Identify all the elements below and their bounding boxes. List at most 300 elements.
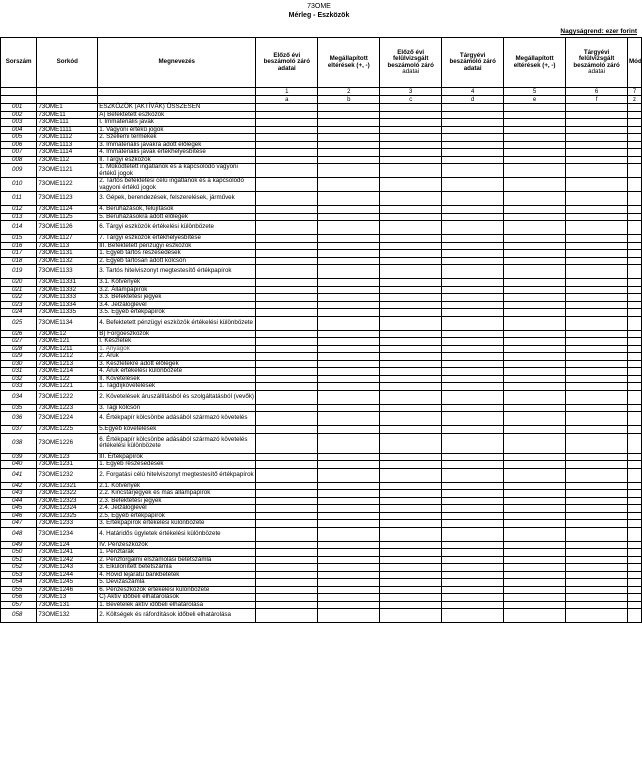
value-cell[interactable] [256, 126, 318, 134]
value-cell[interactable] [380, 601, 442, 609]
value-cell[interactable] [628, 265, 642, 279]
value-cell[interactable] [380, 360, 442, 368]
value-cell[interactable] [442, 594, 504, 602]
value-cell[interactable] [256, 316, 318, 330]
value-cell[interactable] [566, 178, 628, 192]
value-cell[interactable] [566, 104, 628, 112]
value-cell[interactable] [628, 301, 642, 309]
value-cell[interactable] [566, 242, 628, 250]
value-cell[interactable] [256, 556, 318, 564]
value-cell[interactable] [628, 564, 642, 572]
value-cell[interactable] [566, 482, 628, 490]
value-cell[interactable] [628, 164, 642, 178]
value-cell[interactable] [380, 126, 442, 134]
value-cell[interactable] [504, 468, 566, 482]
value-cell[interactable] [504, 279, 566, 287]
value-cell[interactable] [380, 213, 442, 221]
value-cell[interactable] [628, 549, 642, 557]
value-cell[interactable] [442, 564, 504, 572]
value-cell[interactable] [628, 294, 642, 302]
value-cell[interactable] [504, 164, 566, 178]
value-cell[interactable] [318, 286, 380, 294]
value-cell[interactable] [566, 213, 628, 221]
value-cell[interactable] [442, 316, 504, 330]
value-cell[interactable] [318, 564, 380, 572]
value-cell[interactable] [442, 497, 504, 505]
value-cell[interactable] [566, 571, 628, 579]
value-cell[interactable] [442, 482, 504, 490]
value-cell[interactable] [566, 119, 628, 127]
value-cell[interactable] [566, 579, 628, 587]
value-cell[interactable] [380, 141, 442, 149]
value-cell[interactable] [256, 119, 318, 127]
value-cell[interactable] [504, 527, 566, 541]
value-cell[interactable] [628, 383, 642, 391]
value-cell[interactable] [442, 250, 504, 258]
value-cell[interactable] [442, 383, 504, 391]
value-cell[interactable] [504, 571, 566, 579]
value-cell[interactable] [504, 579, 566, 587]
value-cell[interactable] [380, 375, 442, 383]
value-cell[interactable] [566, 286, 628, 294]
value-cell[interactable] [504, 257, 566, 265]
value-cell[interactable] [256, 520, 318, 528]
value-cell[interactable] [442, 134, 504, 142]
value-cell[interactable] [380, 257, 442, 265]
value-cell[interactable] [380, 330, 442, 338]
value-cell[interactable] [628, 368, 642, 376]
value-cell[interactable] [380, 468, 442, 482]
value-cell[interactable] [256, 505, 318, 513]
value-cell[interactable] [504, 250, 566, 258]
value-cell[interactable] [256, 265, 318, 279]
value-cell[interactable] [628, 111, 642, 119]
value-cell[interactable] [318, 404, 380, 412]
value-cell[interactable] [380, 242, 442, 250]
value-cell[interactable] [566, 294, 628, 302]
value-cell[interactable] [318, 164, 380, 178]
value-cell[interactable] [380, 412, 442, 426]
value-cell[interactable] [628, 213, 642, 221]
value-cell[interactable] [318, 221, 380, 235]
value-cell[interactable] [628, 330, 642, 338]
value-cell[interactable] [628, 309, 642, 317]
value-cell[interactable] [442, 149, 504, 157]
value-cell[interactable] [318, 412, 380, 426]
value-cell[interactable] [318, 497, 380, 505]
value-cell[interactable] [566, 601, 628, 609]
value-cell[interactable] [380, 527, 442, 541]
value-cell[interactable] [256, 541, 318, 549]
value-cell[interactable] [318, 609, 380, 623]
value-cell[interactable] [504, 383, 566, 391]
value-cell[interactable] [318, 301, 380, 309]
value-cell[interactable] [566, 221, 628, 235]
value-cell[interactable] [504, 505, 566, 513]
value-cell[interactable] [628, 571, 642, 579]
value-cell[interactable] [566, 461, 628, 469]
value-cell[interactable] [256, 512, 318, 520]
value-cell[interactable] [566, 490, 628, 498]
value-cell[interactable] [318, 586, 380, 594]
value-cell[interactable] [380, 338, 442, 346]
value-cell[interactable] [442, 461, 504, 469]
value-cell[interactable] [442, 301, 504, 309]
value-cell[interactable] [566, 433, 628, 453]
value-cell[interactable] [504, 242, 566, 250]
value-cell[interactable] [442, 126, 504, 134]
value-cell[interactable] [318, 461, 380, 469]
value-cell[interactable] [380, 549, 442, 557]
value-cell[interactable] [628, 541, 642, 549]
value-cell[interactable] [318, 134, 380, 142]
value-cell[interactable] [628, 586, 642, 594]
value-cell[interactable] [566, 353, 628, 361]
value-cell[interactable] [628, 242, 642, 250]
value-cell[interactable] [256, 461, 318, 469]
value-cell[interactable] [380, 250, 442, 258]
value-cell[interactable] [442, 549, 504, 557]
value-cell[interactable] [256, 141, 318, 149]
value-cell[interactable] [256, 309, 318, 317]
value-cell[interactable] [566, 453, 628, 461]
value-cell[interactable] [566, 556, 628, 564]
value-cell[interactable] [442, 338, 504, 346]
value-cell[interactable] [380, 178, 442, 192]
value-cell[interactable] [628, 497, 642, 505]
value-cell[interactable] [566, 505, 628, 513]
value-cell[interactable] [504, 206, 566, 214]
value-cell[interactable] [442, 520, 504, 528]
value-cell[interactable] [318, 368, 380, 376]
value-cell[interactable] [628, 257, 642, 265]
value-cell[interactable] [256, 164, 318, 178]
value-cell[interactable] [628, 141, 642, 149]
value-cell[interactable] [504, 221, 566, 235]
value-cell[interactable] [318, 213, 380, 221]
value-cell[interactable] [318, 294, 380, 302]
value-cell[interactable] [318, 119, 380, 127]
value-cell[interactable] [256, 601, 318, 609]
value-cell[interactable] [318, 309, 380, 317]
value-cell[interactable] [442, 309, 504, 317]
value-cell[interactable] [504, 609, 566, 623]
value-cell[interactable] [442, 119, 504, 127]
value-cell[interactable] [442, 375, 504, 383]
value-cell[interactable] [318, 353, 380, 361]
value-cell[interactable] [256, 360, 318, 368]
value-cell[interactable] [628, 149, 642, 157]
value-cell[interactable] [566, 111, 628, 119]
value-cell[interactable] [566, 404, 628, 412]
value-cell[interactable] [318, 426, 380, 434]
value-cell[interactable] [318, 104, 380, 112]
value-cell[interactable] [566, 330, 628, 338]
value-cell[interactable] [566, 316, 628, 330]
value-cell[interactable] [442, 512, 504, 520]
value-cell[interactable] [380, 353, 442, 361]
value-cell[interactable] [256, 206, 318, 214]
value-cell[interactable] [256, 383, 318, 391]
value-cell[interactable] [380, 404, 442, 412]
value-cell[interactable] [318, 594, 380, 602]
value-cell[interactable] [318, 250, 380, 258]
value-cell[interactable] [380, 294, 442, 302]
value-cell[interactable] [442, 468, 504, 482]
value-cell[interactable] [566, 412, 628, 426]
value-cell[interactable] [318, 192, 380, 206]
value-cell[interactable] [442, 490, 504, 498]
value-cell[interactable] [380, 556, 442, 564]
value-cell[interactable] [566, 192, 628, 206]
value-cell[interactable] [442, 104, 504, 112]
value-cell[interactable] [566, 301, 628, 309]
value-cell[interactable] [256, 330, 318, 338]
value-cell[interactable] [380, 461, 442, 469]
value-cell[interactable] [318, 206, 380, 214]
value-cell[interactable] [318, 527, 380, 541]
value-cell[interactable] [380, 265, 442, 279]
value-cell[interactable] [628, 609, 642, 623]
value-cell[interactable] [628, 286, 642, 294]
value-cell[interactable] [318, 453, 380, 461]
value-cell[interactable] [566, 594, 628, 602]
value-cell[interactable] [380, 571, 442, 579]
value-cell[interactable] [442, 353, 504, 361]
value-cell[interactable] [628, 119, 642, 127]
value-cell[interactable] [442, 505, 504, 513]
value-cell[interactable] [566, 235, 628, 243]
value-cell[interactable] [256, 468, 318, 482]
value-cell[interactable] [566, 497, 628, 505]
value-cell[interactable] [318, 505, 380, 513]
value-cell[interactable] [628, 338, 642, 346]
value-cell[interactable] [380, 512, 442, 520]
value-cell[interactable] [628, 505, 642, 513]
value-cell[interactable] [380, 383, 442, 391]
value-cell[interactable] [256, 353, 318, 361]
value-cell[interactable] [566, 206, 628, 214]
value-cell[interactable] [380, 609, 442, 623]
value-cell[interactable] [628, 250, 642, 258]
value-cell[interactable] [318, 549, 380, 557]
value-cell[interactable] [318, 149, 380, 157]
value-cell[interactable] [504, 353, 566, 361]
value-cell[interactable] [628, 468, 642, 482]
value-cell[interactable] [504, 301, 566, 309]
value-cell[interactable] [504, 330, 566, 338]
value-cell[interactable] [566, 609, 628, 623]
value-cell[interactable] [504, 316, 566, 330]
value-cell[interactable] [628, 426, 642, 434]
value-cell[interactable] [380, 164, 442, 178]
value-cell[interactable] [442, 279, 504, 287]
value-cell[interactable] [318, 520, 380, 528]
value-cell[interactable] [504, 390, 566, 404]
value-cell[interactable] [566, 360, 628, 368]
value-cell[interactable] [380, 390, 442, 404]
value-cell[interactable] [318, 512, 380, 520]
value-cell[interactable] [256, 412, 318, 426]
value-cell[interactable] [504, 586, 566, 594]
value-cell[interactable] [504, 235, 566, 243]
value-cell[interactable] [566, 149, 628, 157]
value-cell[interactable] [380, 149, 442, 157]
value-cell[interactable] [380, 134, 442, 142]
value-cell[interactable] [566, 541, 628, 549]
value-cell[interactable] [442, 541, 504, 549]
value-cell[interactable] [628, 404, 642, 412]
value-cell[interactable] [628, 126, 642, 134]
value-cell[interactable] [628, 512, 642, 520]
value-cell[interactable] [380, 497, 442, 505]
value-cell[interactable] [256, 192, 318, 206]
value-cell[interactable] [566, 126, 628, 134]
value-cell[interactable] [318, 390, 380, 404]
value-cell[interactable] [442, 433, 504, 453]
value-cell[interactable] [256, 564, 318, 572]
value-cell[interactable] [628, 601, 642, 609]
value-cell[interactable] [442, 426, 504, 434]
value-cell[interactable] [566, 368, 628, 376]
value-cell[interactable] [380, 426, 442, 434]
value-cell[interactable] [442, 556, 504, 564]
value-cell[interactable] [504, 482, 566, 490]
value-cell[interactable] [318, 156, 380, 164]
value-cell[interactable] [628, 412, 642, 426]
value-cell[interactable] [442, 257, 504, 265]
value-cell[interactable] [380, 482, 442, 490]
value-cell[interactable] [380, 586, 442, 594]
value-cell[interactable] [442, 242, 504, 250]
value-cell[interactable] [504, 601, 566, 609]
value-cell[interactable] [442, 265, 504, 279]
value-cell[interactable] [318, 601, 380, 609]
value-cell[interactable] [504, 549, 566, 557]
value-cell[interactable] [256, 221, 318, 235]
value-cell[interactable] [504, 497, 566, 505]
value-cell[interactable] [504, 134, 566, 142]
value-cell[interactable] [442, 111, 504, 119]
value-cell[interactable] [504, 564, 566, 572]
value-cell[interactable] [504, 309, 566, 317]
value-cell[interactable] [442, 164, 504, 178]
value-cell[interactable] [504, 375, 566, 383]
value-cell[interactable] [628, 490, 642, 498]
value-cell[interactable] [566, 279, 628, 287]
value-cell[interactable] [318, 482, 380, 490]
value-cell[interactable] [380, 520, 442, 528]
value-cell[interactable] [628, 461, 642, 469]
value-cell[interactable] [504, 141, 566, 149]
value-cell[interactable] [442, 609, 504, 623]
value-cell[interactable] [256, 433, 318, 453]
value-cell[interactable] [318, 375, 380, 383]
value-cell[interactable] [442, 404, 504, 412]
value-cell[interactable] [318, 279, 380, 287]
value-cell[interactable] [628, 134, 642, 142]
value-cell[interactable] [256, 178, 318, 192]
value-cell[interactable] [318, 330, 380, 338]
value-cell[interactable] [504, 453, 566, 461]
value-cell[interactable] [628, 192, 642, 206]
value-cell[interactable] [628, 156, 642, 164]
value-cell[interactable] [318, 571, 380, 579]
value-cell[interactable] [504, 345, 566, 353]
value-cell[interactable] [380, 541, 442, 549]
value-cell[interactable] [256, 390, 318, 404]
value-cell[interactable] [442, 286, 504, 294]
value-cell[interactable] [504, 368, 566, 376]
value-cell[interactable] [442, 453, 504, 461]
value-cell[interactable] [628, 235, 642, 243]
value-cell[interactable] [442, 141, 504, 149]
value-cell[interactable] [380, 345, 442, 353]
value-cell[interactable] [504, 178, 566, 192]
value-cell[interactable] [318, 360, 380, 368]
value-cell[interactable] [504, 520, 566, 528]
value-cell[interactable] [442, 527, 504, 541]
value-cell[interactable] [628, 360, 642, 368]
value-cell[interactable] [256, 368, 318, 376]
value-cell[interactable] [504, 412, 566, 426]
value-cell[interactable] [318, 178, 380, 192]
value-cell[interactable] [566, 512, 628, 520]
value-cell[interactable] [628, 279, 642, 287]
value-cell[interactable] [318, 111, 380, 119]
value-cell[interactable] [628, 520, 642, 528]
value-cell[interactable] [256, 235, 318, 243]
value-cell[interactable] [566, 338, 628, 346]
value-cell[interactable] [256, 594, 318, 602]
value-cell[interactable] [442, 390, 504, 404]
value-cell[interactable] [380, 286, 442, 294]
value-cell[interactable] [442, 601, 504, 609]
value-cell[interactable] [380, 579, 442, 587]
value-cell[interactable] [318, 126, 380, 134]
value-cell[interactable] [442, 206, 504, 214]
value-cell[interactable] [442, 294, 504, 302]
value-cell[interactable] [628, 390, 642, 404]
value-cell[interactable] [380, 119, 442, 127]
value-cell[interactable] [628, 206, 642, 214]
value-cell[interactable] [380, 316, 442, 330]
value-cell[interactable] [628, 104, 642, 112]
value-cell[interactable] [442, 579, 504, 587]
value-cell[interactable] [380, 111, 442, 119]
value-cell[interactable] [256, 104, 318, 112]
value-cell[interactable] [256, 482, 318, 490]
value-cell[interactable] [504, 433, 566, 453]
value-cell[interactable] [442, 178, 504, 192]
value-cell[interactable] [628, 482, 642, 490]
value-cell[interactable] [318, 316, 380, 330]
value-cell[interactable] [318, 242, 380, 250]
value-cell[interactable] [504, 149, 566, 157]
value-cell[interactable] [442, 412, 504, 426]
value-cell[interactable] [504, 338, 566, 346]
value-cell[interactable] [256, 111, 318, 119]
value-cell[interactable] [628, 433, 642, 453]
value-cell[interactable] [380, 206, 442, 214]
value-cell[interactable] [442, 345, 504, 353]
value-cell[interactable] [628, 556, 642, 564]
value-cell[interactable] [256, 609, 318, 623]
value-cell[interactable] [442, 156, 504, 164]
value-cell[interactable] [442, 571, 504, 579]
value-cell[interactable] [380, 279, 442, 287]
value-cell[interactable] [566, 265, 628, 279]
